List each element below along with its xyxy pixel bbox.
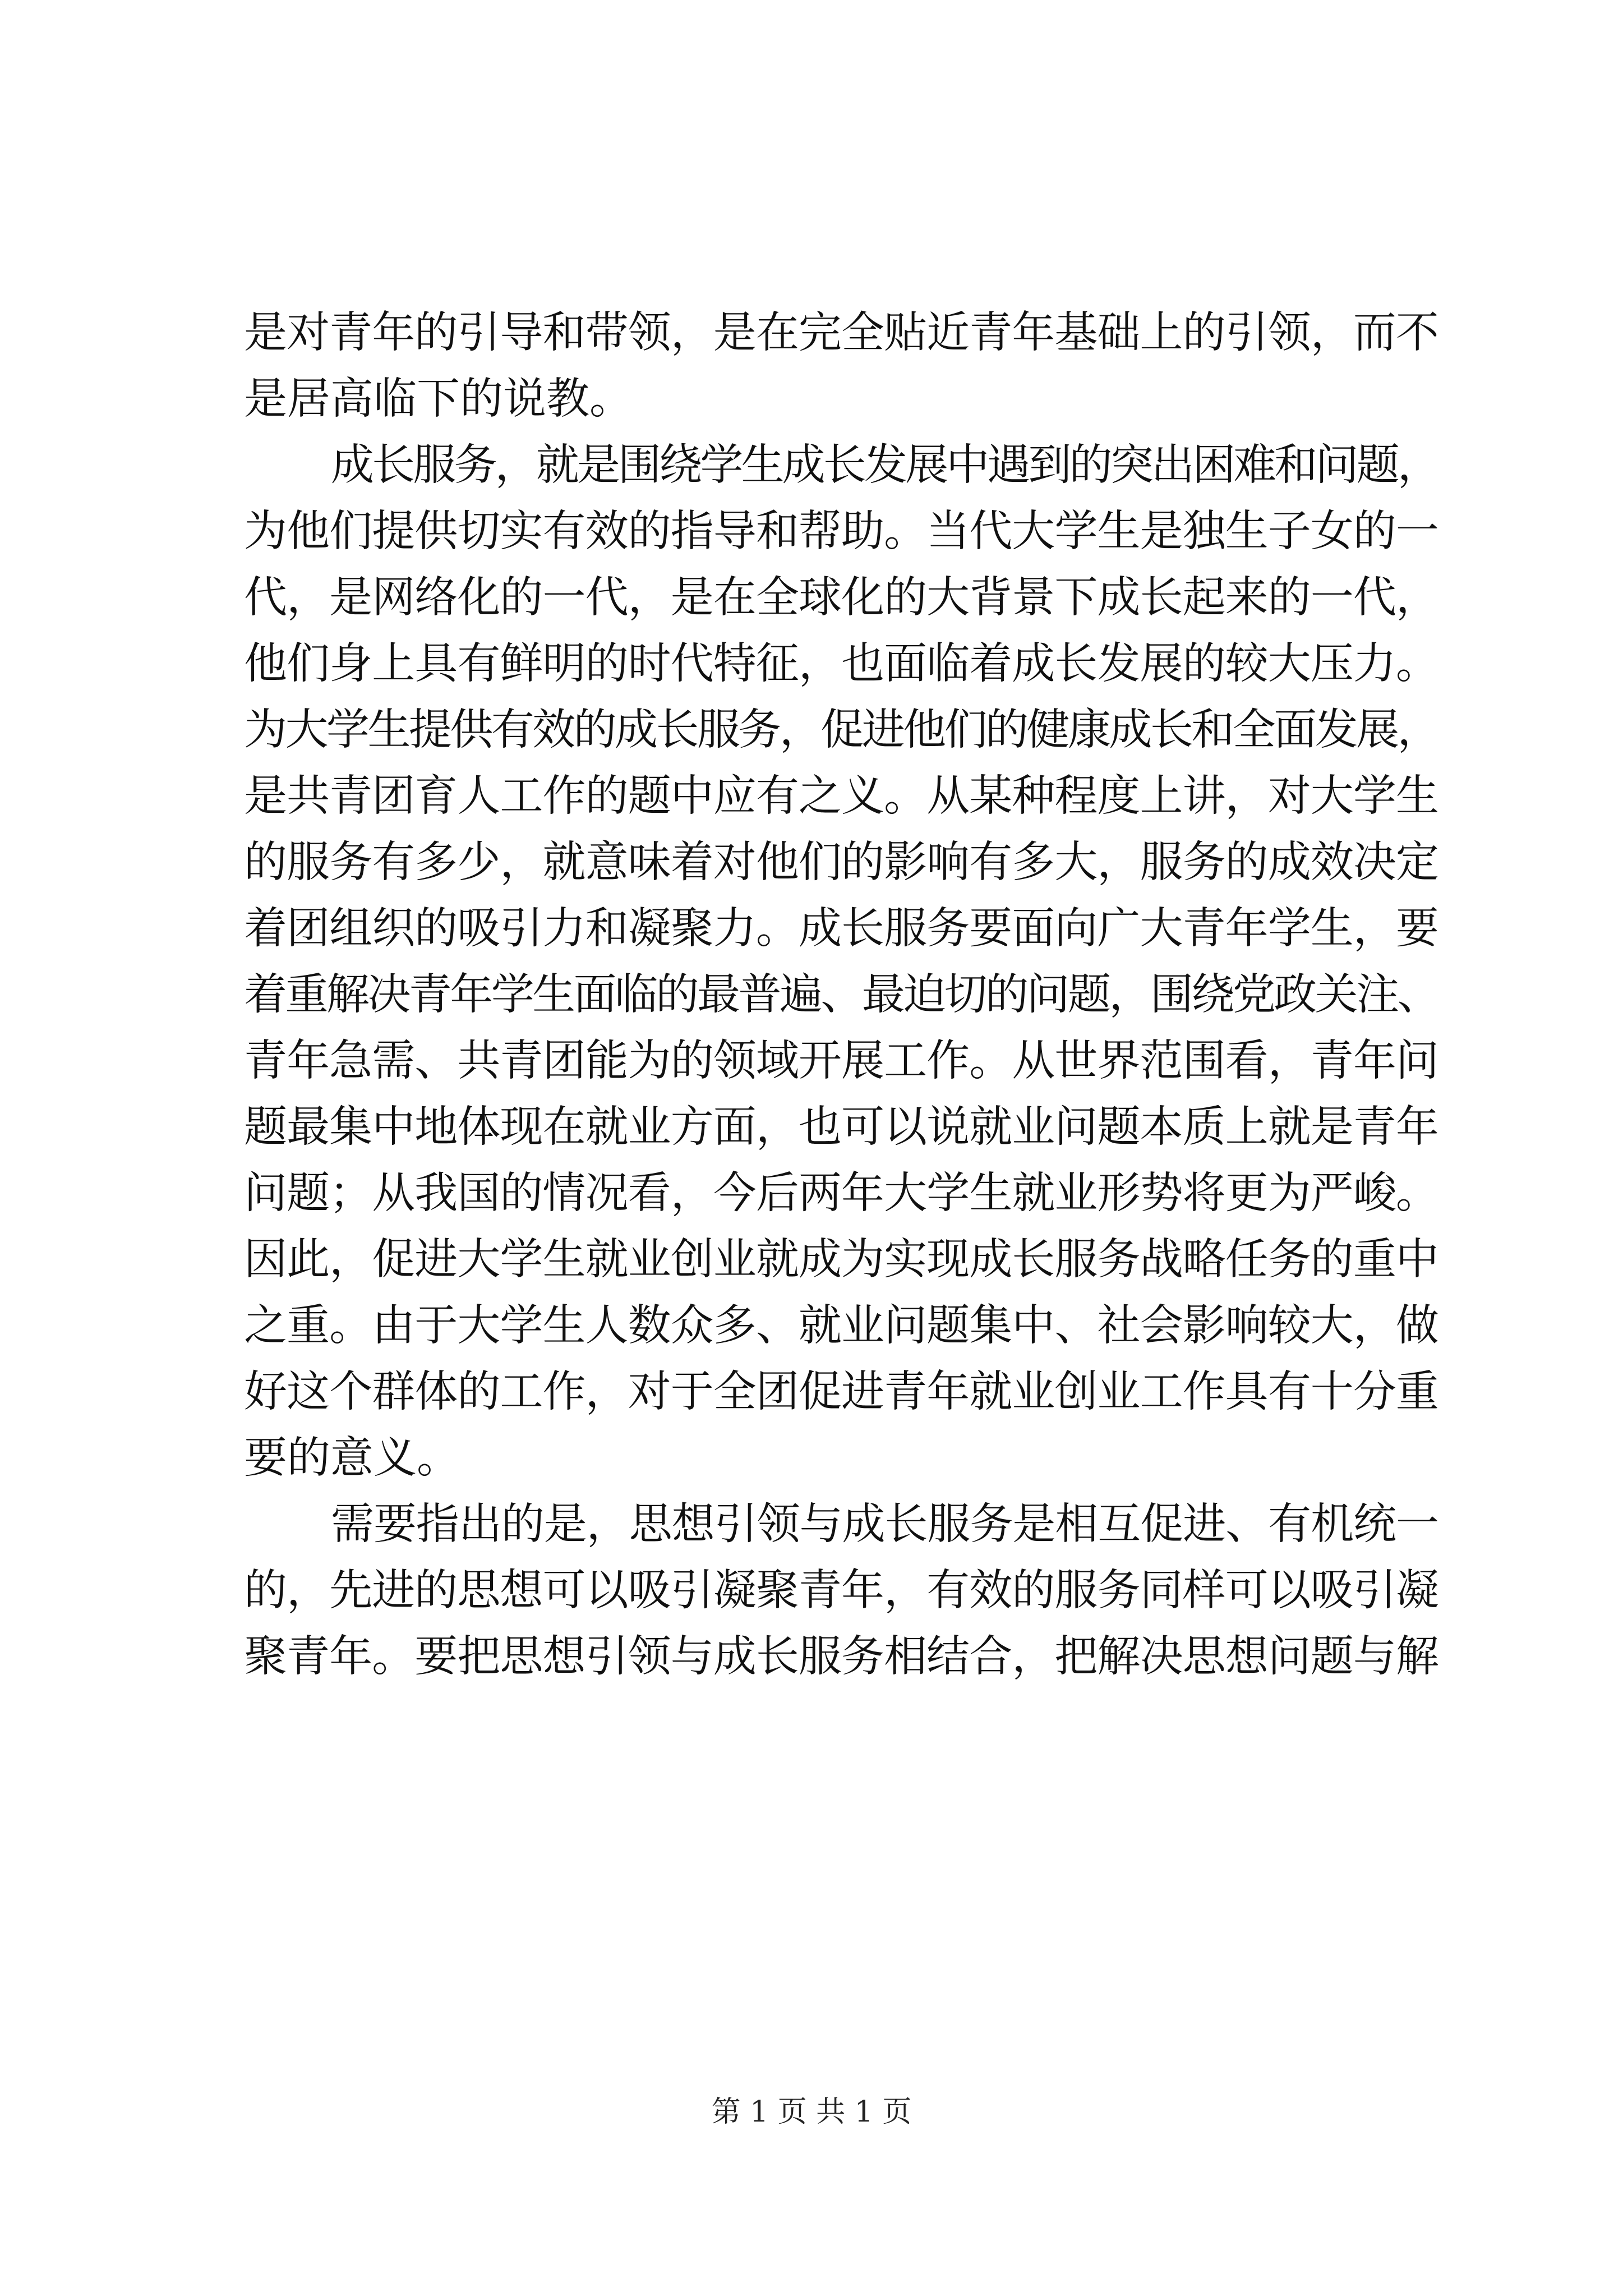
text-line: 是共青团育人工作的题中应有之义。从某种程度上讲，对大学生 bbox=[244, 771, 1438, 821]
text-line: 代，是网络化的一代，是在全球化的大背景下成长起来的一代， bbox=[244, 573, 1438, 623]
text-line: 为他们提供切实有效的指导和帮助。当代大学生是独生子女的一 bbox=[244, 507, 1438, 556]
text-line: 的，先进的思想可以吸引凝聚青年，有效的服务同样可以吸引凝 bbox=[244, 1566, 1438, 1616]
text-line: 是对青年的引导和带领，是在完全贴近青年基础上的引领，而不 bbox=[244, 308, 1438, 358]
text-line: 成长服务，就是围绕学生成长发展中遇到的突出困难和问题， bbox=[331, 440, 1438, 490]
text-line: 他们身上具有鲜明的时代特征，也面临着成长发展的较大压力。 bbox=[244, 639, 1438, 689]
text-line: 之重。由于大学生人数众多、就业问题集中、社会影响较大，做 bbox=[244, 1301, 1438, 1351]
text-line: 着团组织的吸引力和凝聚力。成长服务要面向广大青年学生，要 bbox=[244, 904, 1438, 954]
document-body bbox=[244, 300, 1438, 1690]
text-line: 为大学生提供有效的成长服务，促进他们的健康成长和全面发展， bbox=[244, 705, 1438, 755]
text-line: 是居高临下的说教。 bbox=[244, 374, 633, 424]
text-line: 问题；从我国的情况看，今后两年大学生就业形势将更为严峻。 bbox=[244, 1168, 1438, 1218]
text-line: 需要指出的是，思想引领与成长服务是相互促进、有机统一 bbox=[331, 1499, 1438, 1549]
text-line: 因此，促进大学生就业创业就成为实现成长服务战略任务的重中 bbox=[244, 1235, 1438, 1285]
text-line: 要的意义。 bbox=[244, 1433, 460, 1483]
text-line: 聚青年。要把思想引领与成长服务相结合，把解决思想问题与解 bbox=[244, 1632, 1438, 1682]
text-line: 题最集中地体现在就业方面，也可以说就业问题本质上就是青年 bbox=[244, 1102, 1438, 1152]
text-line: 的服务有多少，就意味着对他们的影响有多大，服务的成效决定 bbox=[244, 838, 1438, 887]
text-line: 好这个群体的工作，对于全团促进青年就业创业工作具有十分重 bbox=[244, 1367, 1438, 1417]
page-footer: 第 1 页 共 1 页 bbox=[711, 2095, 912, 2129]
text-line: 青年急需、共青团能为的领域开展工作。从世界范围看，青年问 bbox=[244, 1036, 1438, 1086]
text-line: 着重解决青年学生面临的最普遍、最迫切的问题，围绕党政关注、 bbox=[244, 970, 1438, 1020]
